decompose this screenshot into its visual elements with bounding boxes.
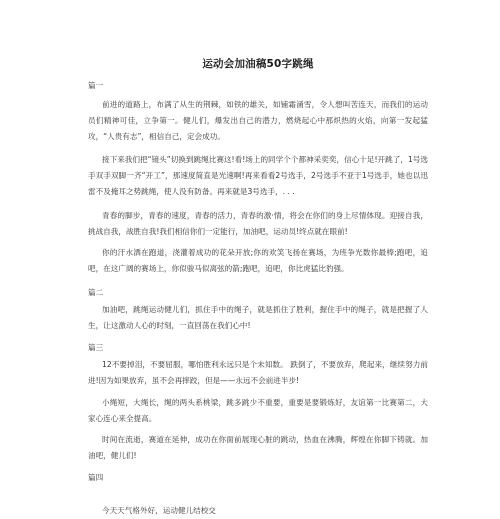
section-heading-4: 篇四 — [88, 473, 104, 482]
paragraph: 青春的脚步，青春的速度，青春的活力，青春的激·情，将会在你们的身上尽情体现。迎接自我，挑战自我，战胜自我!我们相信你们一定能行，加油吧，运动员!终点就在眼前! — [88, 211, 428, 236]
section-heading-1: 篇一 — [88, 81, 104, 90]
document-title: 运动会加油稿50字跳绳 — [202, 58, 314, 70]
paragraph: 12不要掉泪，不要屈服，哪怕胜利永远只是个未知数。 跌倒了，不要放弃，爬起来，继续努力前进!因为如果放弃，虽不会再摔跤，但是——永远不会前进半步! — [88, 360, 428, 385]
document-page — [88, 0, 428, 516]
paragraph: 接下来我们把“镜头”切换到跳绳比赛这!看!场上的同学个个都神采奕奕，信心十足!开跳了，1号选手双手双脚一齐“开工”，那速度简直是光速啊!再来看看2号选手，2号选手不亚于1号选手，她也以迅雷不及掩耳之势跳绳，使人没有防备。再来就是3号选手，. . . — [88, 155, 428, 196]
paragraph: 前进的道路上，布满了从生的荆棘，如铁的雄关，如铺霜涌雪，令人想叫苦连天，而我们的运动员们精神可佳，立争第一。健儿们，爆发出自己的潜力，燃烧起心中那炽热的火焰，向第一发起猛攻，“人贵有志”，相信自己，定会成功。 — [88, 100, 428, 141]
paragraph: 时间在流逝，赛道在延伸，成功在你面前展现心脏的跳动，热血在沸腾，辉煌在你脚下铸就。加油吧，健儿们! — [88, 435, 428, 460]
section-heading-2: 篇二 — [88, 288, 104, 297]
paragraph: 小绳短，大绳长，绳的两头系桃梁，跳多跳少不重要，重要是要锻炼好，友谊第一比赛第二，大家心连心来全提高。 — [88, 398, 428, 423]
paragraph: 加油吧，跳绳运动健儿们，抓住手中的绳子，就是抓住了胜利，握住手中的绳子，就是把握了人生，让这激动人心的时刻，一直回荡在我们心中! — [88, 305, 428, 330]
paragraph: 你的汗水洒在跑道，浇灌着成功的花朵开放;你的欢笑飞扬在赛场，为班争光数你最棒;跑吧，追吧，在这广阔的赛场上，你似骏马似离弦的箭;跑吧，追吧，你比虎猛比豹强。 — [88, 248, 428, 273]
section-heading-3: 篇三 — [88, 343, 104, 352]
cut-off-paragraph: 今天天气格外好，运动健儿结校交 — [102, 506, 216, 515]
